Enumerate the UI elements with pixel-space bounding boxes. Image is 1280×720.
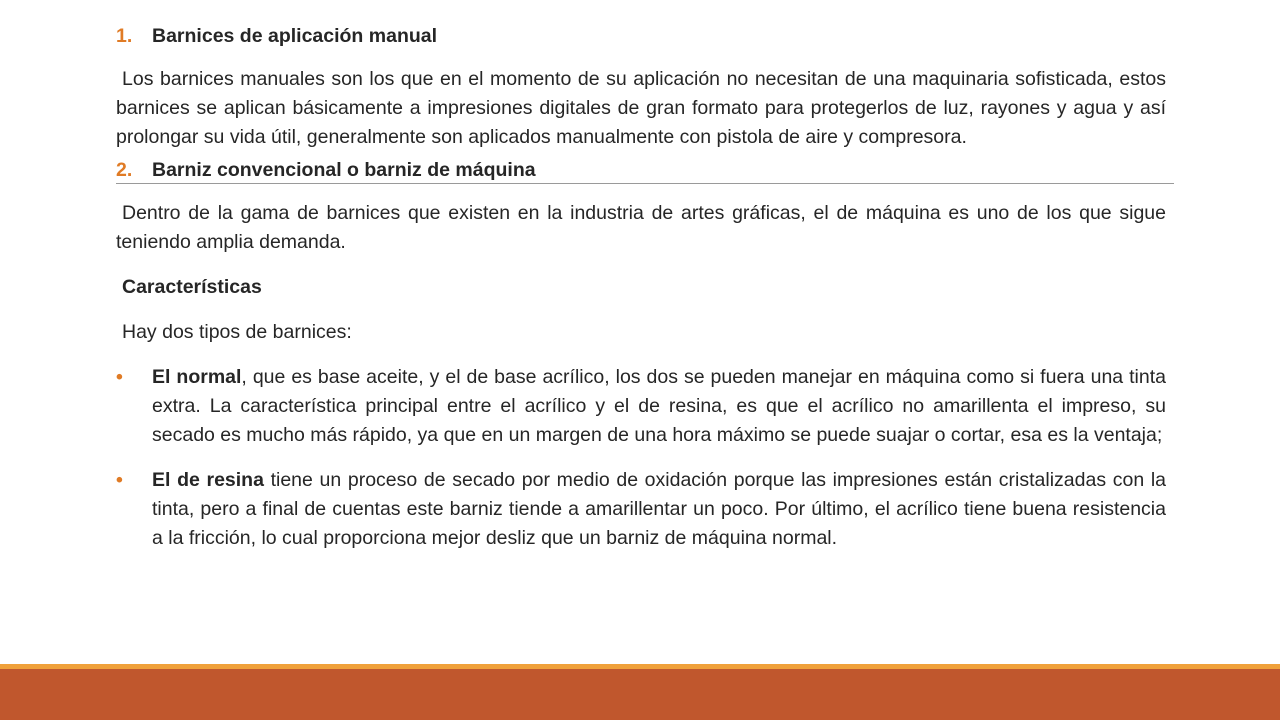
bullet-bold-term: El de resina [152,469,264,491]
section-2-number: 2. [116,159,133,181]
list-item [116,363,1166,450]
section-1-title: Barnices de aplicación manual [152,25,438,47]
bullet-text [152,466,1166,553]
section-1-number: 1. [116,25,133,47]
list-item [116,466,1166,553]
footer-band [0,669,1280,720]
bullet-mark: • [116,366,123,388]
section-2-body: Dentro de la gama de barnices que existen en la industria de artes gráficas, el de máquina es uno de los que sigue teniendo amplia demanda. [116,202,1166,253]
section-1-body: Los barnices manuales son los que en el momento de su aplicación no necesitan de una maquinaria sofisticada, estos barnices se aplican básicamente a impresiones digitales de gran formato para protegerlos de luz, rayones y agua y así prolongar su vida útil, generalmente son aplicados manualmente con pistola de aire y compresora. [116,68,1166,148]
section-1-heading [116,22,1166,51]
section-2-title: Barniz convencional o barniz de máquina [152,159,536,181]
bullet-description: , que es base aceite, y el de base acrílico, los dos se pueden manejar en máquina como si fuera una tinta extra. La característica principal entre el acrílico y el de resina, es que el acrílico no amarillenta el impreso, su secado es mucho más rápido, ya que en un margen de una hora máximo se puede suajar o cortar, esa es la ventaja; [152,366,1166,446]
slide-content [116,22,1166,553]
types-intro: Hay dos tipos de barnices: [122,321,352,343]
characteristics-title: Características [122,276,262,298]
bullet-text [152,363,1166,450]
section-2-heading [116,156,1166,185]
bullet-mark: • [116,469,123,491]
bullet-description: tiene un proceso de secado por medio de oxidación porque las impresiones están cristalizadas con la tinta, pero a final de cuentas este barniz tiende a amarillentar un poco. Por último, el acrílico tiene buena resistencia a la fricción, lo cual proporciona mejor desliz que un barniz de máquina normal. [152,469,1167,549]
divider [116,183,1174,184]
bullet-bold-term: El normal [152,366,242,388]
